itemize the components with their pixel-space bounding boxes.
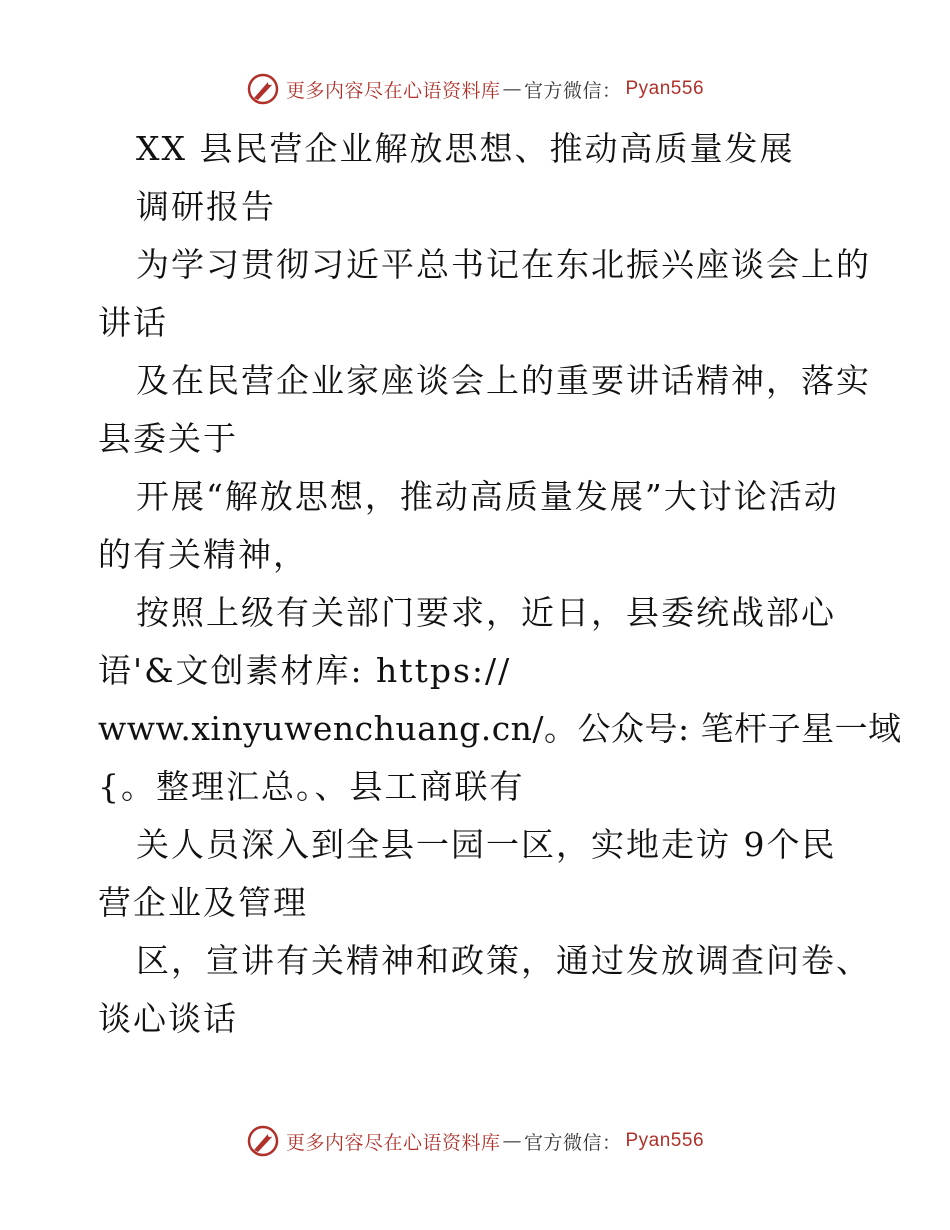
doc-line: 及在民营企业家座谈会上的重要讲话精神，落实: [136, 361, 871, 400]
doc-line: 关人员深入到全县一园一区，实地走访 9个民: [136, 825, 837, 864]
document-body: [98, 120, 902, 1048]
banner-wechat-label: 官方微信：: [523, 1131, 622, 1154]
doc-line: 开展“解放思想，推动高质量发展”大讨论活动: [136, 477, 839, 516]
footer-banner: [0, 1124, 950, 1158]
banner-wechat-label: 官方微信：: [523, 79, 622, 102]
banner-text: 更多内容尽在心语资料库: [285, 79, 501, 102]
pen-seal-logo-icon: [246, 1124, 280, 1158]
doc-line: 谈心谈话: [98, 999, 238, 1038]
doc-line: 县委关于: [98, 419, 238, 458]
header-banner: [0, 72, 950, 106]
banner-wechat-id: Pyan556: [625, 1130, 705, 1151]
doc-line: 为学习贯彻习近平总书记在东北振兴座谈会上的: [136, 245, 871, 284]
doc-line: {。整理汇总。、县工商联有: [98, 767, 525, 806]
doc-line: 区，宣讲有关精神和政策，通过发放调查问卷、: [136, 941, 871, 980]
pen-seal-logo-icon: [246, 72, 280, 106]
doc-line: www.xinyuwenchuang.cn/。公众号: 笔杆子星一域: [98, 709, 902, 748]
doc-line: 语'&文创素材库: https://: [98, 651, 512, 690]
banner-dash: —: [502, 78, 522, 100]
doc-title: XX 县民营企业解放思想、推动高质量发展: [136, 129, 795, 168]
doc-line: 营企业及管理: [98, 883, 308, 922]
banner-dash: —: [502, 1130, 522, 1152]
banner-text: 更多内容尽在心语资料库: [285, 1131, 501, 1154]
doc-line: 的有关精神，: [98, 535, 308, 574]
doc-line: 按照上级有关部门要求，近日，县委统战部心: [136, 593, 836, 632]
banner-wechat-id: Pyan556: [625, 78, 705, 99]
doc-subtitle: 调研报告: [136, 187, 276, 226]
doc-line: 讲话: [98, 303, 168, 342]
